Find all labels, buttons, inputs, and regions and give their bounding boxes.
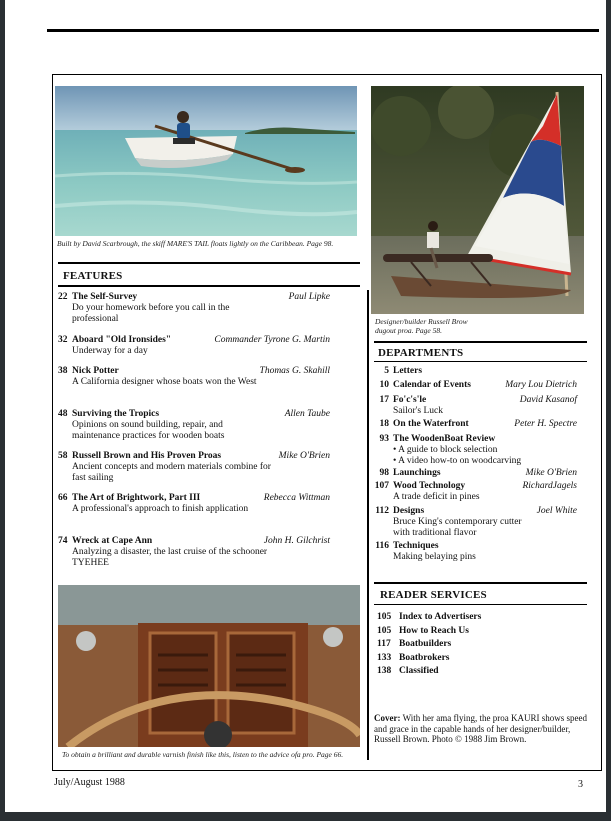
reader-service-title: How to Reach Us bbox=[399, 625, 469, 636]
feature-author: Paul Lipke bbox=[288, 292, 330, 302]
department-title: Launchings bbox=[393, 468, 441, 478]
department-item bbox=[384, 366, 577, 377]
reader-service-title: Classified bbox=[399, 666, 439, 676]
reader-service-page-number: 133 bbox=[377, 652, 392, 663]
feature-item bbox=[58, 409, 330, 447]
department-author: Mary Lou Dietrich bbox=[505, 380, 577, 390]
department-item bbox=[379, 419, 577, 430]
feature-author: John H. Gilchrist bbox=[263, 536, 330, 546]
features-top-rule bbox=[58, 262, 360, 264]
reader-service-item bbox=[377, 626, 469, 636]
feature-page-number: 48 bbox=[58, 409, 68, 419]
reader-services-top-rule bbox=[374, 582, 587, 584]
feature-description: Ancient concepts and modern materials combine for fast sailing bbox=[72, 462, 271, 483]
feature-title: Nick Potter bbox=[72, 366, 119, 376]
reader-services-bottom-rule bbox=[374, 604, 587, 605]
department-title: Calendar of Events bbox=[393, 380, 471, 390]
feature-page-number: 32 bbox=[58, 335, 68, 345]
cover-label: Cover: bbox=[374, 713, 401, 723]
department-item bbox=[379, 468, 577, 479]
department-author: Peter H. Spectre bbox=[514, 419, 577, 429]
feature-title: Russell Brown and His Proven Proas bbox=[72, 451, 222, 461]
feature-title: Surviving the Tropics bbox=[72, 409, 160, 419]
department-item bbox=[375, 506, 577, 539]
reader-service-title: Index to Advertisers bbox=[399, 612, 482, 622]
departments-bottom-rule bbox=[374, 361, 587, 362]
feature-title: The Self-Survey bbox=[72, 292, 138, 302]
proa-caption: Designer/builder Russell Brow dugout proa. Page 58. bbox=[375, 317, 468, 335]
feature-item bbox=[58, 335, 330, 361]
feature-item bbox=[58, 292, 330, 330]
department-page-number: 18 bbox=[379, 419, 389, 429]
features-bottom-rule bbox=[58, 285, 360, 287]
reader-service-item bbox=[377, 612, 481, 622]
feature-title: Aboard "Old Ironsides" bbox=[72, 335, 172, 345]
reader-service-title: Boatbuilders bbox=[399, 639, 452, 649]
reader-service-page-number: 117 bbox=[377, 639, 391, 649]
feature-item bbox=[58, 366, 330, 400]
brightwork-photo bbox=[58, 585, 360, 747]
feature-page-number: 74 bbox=[58, 536, 68, 546]
magazine-page bbox=[5, 0, 606, 812]
feature-author: Allen Taube bbox=[284, 409, 330, 419]
department-author: David Kasanof bbox=[519, 395, 577, 405]
department-description: Bruce King's contemporary cutter bbox=[393, 517, 522, 527]
top-rule bbox=[47, 29, 599, 32]
feature-description: Do your homework before you call in the professional bbox=[72, 303, 230, 324]
reader-service-item bbox=[377, 653, 450, 663]
reader-service-item bbox=[377, 666, 439, 676]
reader-services-heading: READER SERVICES bbox=[380, 589, 487, 601]
cover-text: With her ama flying, the proa KAURI shows speed and grace in the capable hands of her designer/builder, Russell Brown. Photo © 1988 Jim Brown. bbox=[374, 713, 587, 744]
department-description: Sailor's Luck bbox=[393, 406, 443, 416]
department-author: Joel White bbox=[536, 506, 577, 516]
feature-page-number: 38 bbox=[58, 366, 68, 376]
feature-item bbox=[58, 493, 330, 531]
skiff-caption: Built by David Scarbrough, the skiff MARE'S TAIL floats lightly on the Caribbean. Page 98. bbox=[57, 239, 334, 248]
feature-item bbox=[58, 536, 330, 574]
department-item bbox=[375, 541, 577, 563]
feature-page-number: 66 bbox=[58, 493, 68, 503]
departments-heading: DEPARTMENTS bbox=[378, 347, 464, 359]
department-title: Wood Technology bbox=[393, 481, 466, 491]
department-page-number: 17 bbox=[379, 395, 389, 405]
feature-description: Opinions on sound building, repair, and maintenance practices for wooden boats bbox=[72, 420, 225, 441]
reader-service-page-number: 105 bbox=[377, 612, 392, 622]
department-page-number: 98 bbox=[379, 468, 389, 478]
department-title: Techniques bbox=[393, 541, 439, 551]
department-page-number: 93 bbox=[379, 434, 389, 444]
department-description: with traditional flavor bbox=[393, 528, 477, 538]
department-author: Mike O'Brien bbox=[525, 468, 577, 478]
feature-page-number: 22 bbox=[58, 292, 68, 302]
feature-item bbox=[58, 451, 330, 489]
department-page-number: 10 bbox=[379, 380, 389, 390]
skiff-photo bbox=[55, 86, 357, 236]
department-item bbox=[379, 434, 577, 467]
department-description: A trade deficit in pines bbox=[393, 492, 480, 502]
department-page-number: 5 bbox=[384, 366, 389, 376]
department-title: Fo'c's'le bbox=[393, 395, 427, 405]
cover-note bbox=[374, 713, 592, 745]
department-title: On the Waterfront bbox=[393, 419, 469, 429]
brightwork-caption: To obtain a brilliant and durable varnish finish like this, listen to the advice ofa pro. Page 66. bbox=[62, 750, 344, 759]
reader-service-page-number: 105 bbox=[377, 625, 392, 636]
feature-description: A professional's approach to finish application bbox=[72, 504, 249, 514]
feature-title: Wreck at Cape Ann bbox=[72, 536, 153, 546]
department-description: • A guide to block selection bbox=[393, 445, 498, 455]
feature-author: Rebecca Wittman bbox=[263, 493, 330, 503]
feature-description: Underway for a day bbox=[72, 346, 148, 356]
departments-top-rule bbox=[374, 341, 587, 343]
page-number: 3 bbox=[578, 779, 583, 790]
department-title: The WoodenBoat Review bbox=[393, 434, 496, 444]
department-page-number: 107 bbox=[374, 481, 389, 491]
feature-description: A California designer whose boats won the West bbox=[72, 377, 257, 387]
department-author: RichardJagels bbox=[522, 481, 577, 491]
department-description: • A video how-to on woodcarving bbox=[393, 456, 522, 466]
feature-title: The Art of Brightwork, Part III bbox=[72, 493, 201, 503]
department-title: Letters bbox=[393, 366, 423, 376]
department-page-number: 112 bbox=[375, 506, 389, 516]
proa-photo bbox=[371, 86, 584, 314]
feature-author: Commander Tyrone G. Martin bbox=[214, 335, 330, 345]
reader-service-page-number: 138 bbox=[377, 666, 392, 676]
department-page-number: 116 bbox=[375, 541, 389, 551]
department-item bbox=[379, 395, 577, 417]
department-description: Making belaying pins bbox=[393, 552, 476, 562]
feature-description: Analyzing a disaster, the last cruise of the schooner TYEHEE bbox=[72, 547, 268, 568]
reader-service-item bbox=[377, 639, 451, 649]
feature-page-number: 58 bbox=[58, 451, 68, 461]
department-title: Designs bbox=[393, 506, 425, 516]
features-heading: FEATURES bbox=[63, 270, 123, 282]
department-item bbox=[379, 380, 577, 391]
department-item bbox=[374, 481, 577, 503]
reader-service-title: Boatbrokers bbox=[399, 652, 450, 663]
feature-author: Mike O'Brien bbox=[278, 451, 330, 461]
column-divider bbox=[367, 290, 369, 760]
issue-date: July/August 1988 bbox=[54, 777, 125, 788]
feature-author: Thomas G. Skahill bbox=[259, 366, 330, 376]
